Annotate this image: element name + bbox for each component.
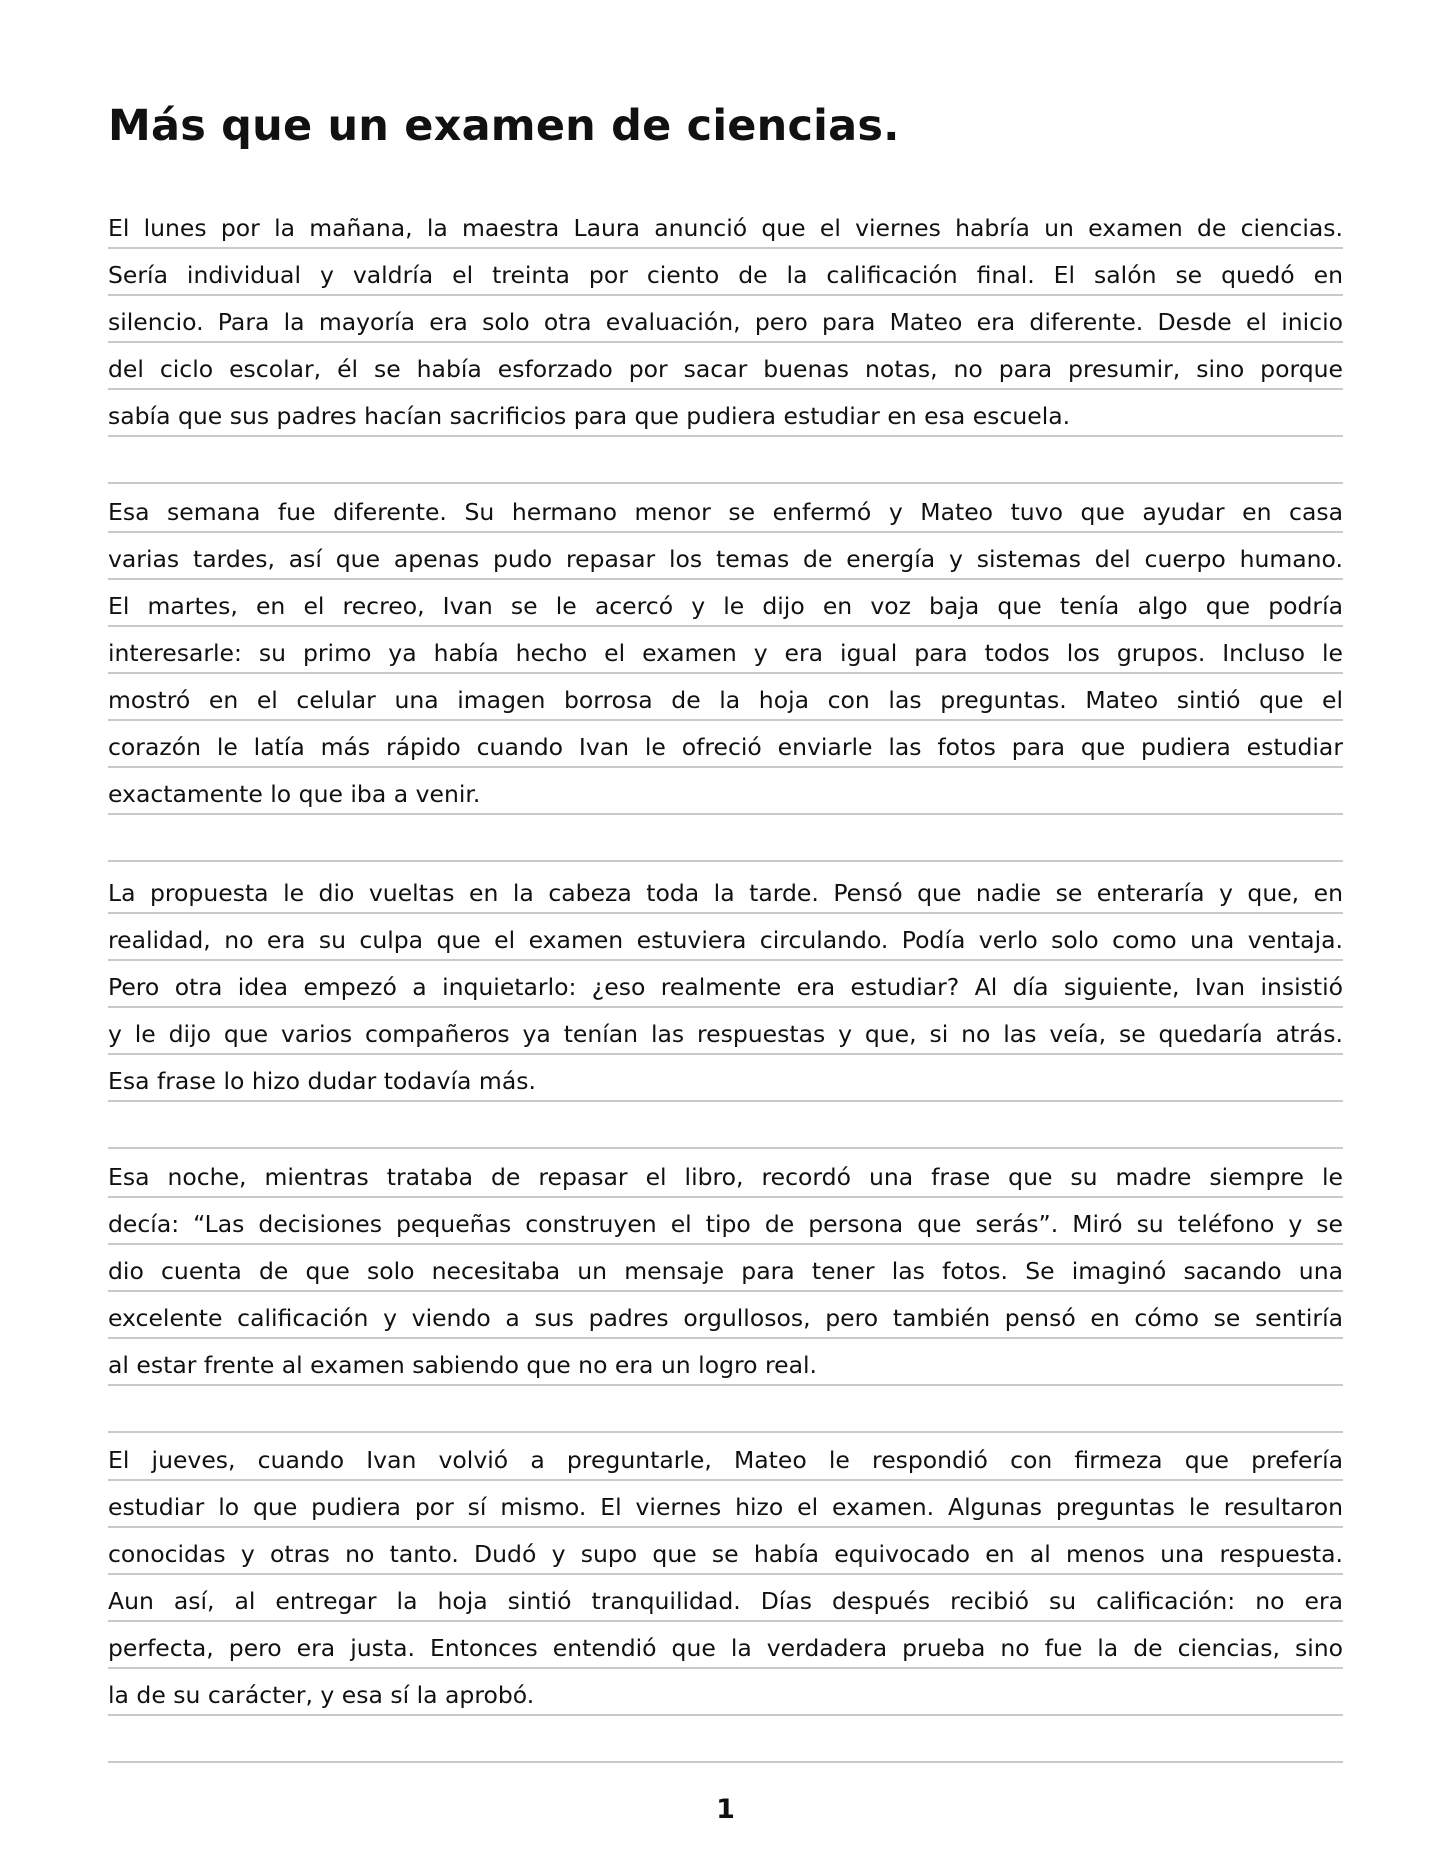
text-line bbox=[108, 580, 1343, 627]
line-text: decía: “Las decisiones pequeñas construyen el tipo de persona que serás”. Miró su teléfono y se bbox=[108, 1210, 1343, 1238]
page-number: 1 bbox=[716, 1794, 735, 1825]
text-line bbox=[108, 1622, 1343, 1669]
line-text: El martes, en el recreo, Ivan se le acercó y le dijo en voz baja que tenía algo que podría bbox=[108, 592, 1343, 620]
line-text: El jueves, cuando Ivan volvió a preguntarle, Mateo le respondió con firmeza que prefería bbox=[108, 1446, 1343, 1474]
line-text: estudiar lo que pudiera por sí mismo. El viernes hizo el examen. Algunas preguntas le resultaron bbox=[108, 1493, 1343, 1521]
line-text: perfecta, pero era justa. Entonces entendió que la verdadera prueba no fue la de ciencias, sino bbox=[108, 1634, 1343, 1662]
text-line bbox=[108, 914, 1343, 961]
text-line bbox=[108, 1292, 1343, 1339]
blank-line bbox=[108, 1102, 1343, 1149]
line-text: la de su carácter, y esa sí la aprobó. bbox=[108, 1681, 535, 1709]
blank-line bbox=[108, 1716, 1343, 1763]
text-line bbox=[108, 1481, 1343, 1528]
line-text: La propuesta le dio vueltas en la cabeza toda la tarde. Pensó que nadie se enteraría y que, en bbox=[108, 879, 1343, 907]
text-line bbox=[108, 768, 1343, 815]
line-text: excelente calificación y viendo a sus padres orgullosos, pero también pensó en cómo se sentiría bbox=[108, 1304, 1343, 1332]
text-line bbox=[108, 343, 1343, 390]
text-line bbox=[108, 1575, 1343, 1622]
line-text: Sería individual y valdría el treinta por ciento de la calificación final. El salón se quedó en bbox=[108, 261, 1343, 289]
line-text: varias tardes, así que apenas pudo repasar los temas de energía y sistemas del cuerpo humano. bbox=[108, 545, 1343, 573]
text-line bbox=[108, 1669, 1343, 1716]
line-text: interesarle: su primo ya había hecho el examen y era igual para todos los grupos. Incluso le bbox=[108, 639, 1343, 667]
paragraph bbox=[108, 1434, 1343, 1763]
text-line bbox=[108, 486, 1343, 533]
line-text: silencio. Para la mayoría era solo otra evaluación, pero para Mateo era diferente. Desde el inicio bbox=[108, 308, 1343, 336]
document-title: Más que un examen de ciencias. bbox=[108, 101, 900, 151]
paragraph bbox=[108, 867, 1343, 1149]
line-text: Pero otra idea empezó a inquietarlo: ¿eso realmente era estudiar? Al día siguiente, Ivan insistió bbox=[108, 973, 1343, 1001]
text-line bbox=[108, 1528, 1343, 1575]
text-line bbox=[108, 961, 1343, 1008]
line-text: corazón le latía más rápido cuando Ivan le ofreció enviarle las fotos para que pudiera estudiar bbox=[108, 733, 1343, 761]
line-text: Aun así, al entregar la hoja sintió tranquilidad. Días después recibió su calificación: no era bbox=[108, 1587, 1343, 1615]
text-line bbox=[108, 1198, 1343, 1245]
line-text: sabía que sus padres hacían sacrificios para que pudiera estudiar en esa escuela. bbox=[108, 402, 1071, 430]
line-text: al estar frente al examen sabiendo que no era un logro real. bbox=[108, 1351, 817, 1379]
text-line bbox=[108, 249, 1343, 296]
text-line bbox=[108, 627, 1343, 674]
paragraph bbox=[108, 486, 1343, 862]
line-text: Esa semana fue diferente. Su hermano menor se enfermó y Mateo tuvo que ayudar en casa bbox=[108, 498, 1343, 526]
text-line bbox=[108, 1339, 1343, 1386]
line-text: y le dijo que varios compañeros ya tenían las respuestas y que, si no las veía, se quedaría atrás. bbox=[108, 1020, 1343, 1048]
text-line bbox=[108, 867, 1343, 914]
line-text: realidad, no era su culpa que el examen estuviera circulando. Podía verlo solo como una ventaja. bbox=[108, 926, 1343, 954]
text-line bbox=[108, 1245, 1343, 1292]
text-line bbox=[108, 721, 1343, 768]
line-text: mostró en el celular una imagen borrosa de la hoja con las preguntas. Mateo sintió que el bbox=[108, 686, 1343, 714]
paragraph bbox=[108, 202, 1343, 484]
text-line bbox=[108, 1008, 1343, 1055]
paragraph bbox=[108, 1151, 1343, 1433]
line-text: Esa frase lo hizo dudar todavía más. bbox=[108, 1067, 536, 1095]
document-page bbox=[108, 0, 1343, 1870]
text-line bbox=[108, 533, 1343, 580]
text-line bbox=[108, 1151, 1343, 1198]
text-line bbox=[108, 390, 1343, 437]
line-text: exactamente lo que iba a venir. bbox=[108, 780, 481, 808]
text-line bbox=[108, 674, 1343, 721]
line-text: dio cuenta de que solo necesitaba un mensaje para tener las fotos. Se imaginó sacando una bbox=[108, 1257, 1343, 1285]
text-line bbox=[108, 296, 1343, 343]
text-line bbox=[108, 1434, 1343, 1481]
line-text: Esa noche, mientras trataba de repasar el libro, recordó una frase que su madre siempre le bbox=[108, 1163, 1343, 1191]
line-text: conocidas y otras no tanto. Dudó y supo que se había equivocado en al menos una respuesta. bbox=[108, 1540, 1343, 1568]
text-line bbox=[108, 202, 1343, 249]
line-text: del ciclo escolar, él se había esforzado por sacar buenas notas, no para presumir, sino porque bbox=[108, 355, 1343, 383]
text-line bbox=[108, 1055, 1343, 1102]
line-text: El lunes por la mañana, la maestra Laura anunció que el viernes habría un examen de ciencias. bbox=[108, 214, 1343, 242]
blank-line bbox=[108, 1386, 1343, 1433]
blank-line bbox=[108, 437, 1343, 484]
blank-line bbox=[108, 815, 1343, 862]
